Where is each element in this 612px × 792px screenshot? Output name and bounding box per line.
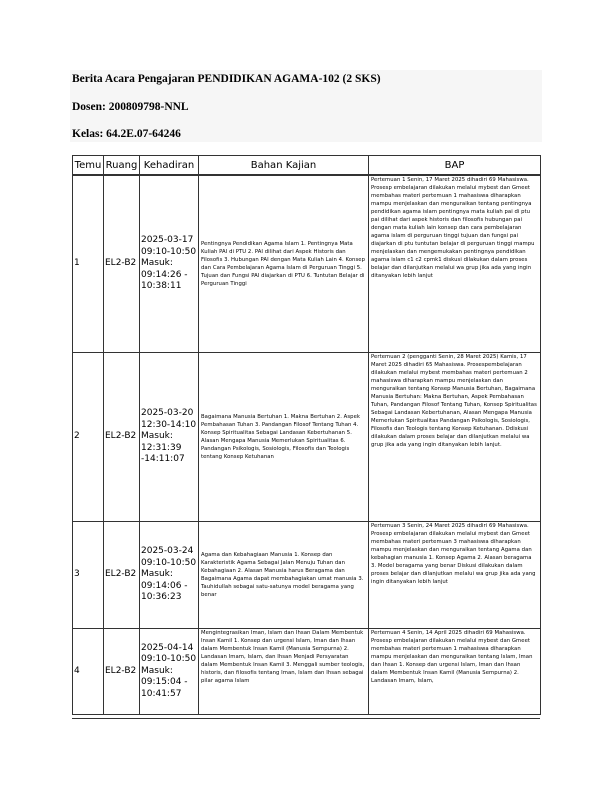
table-row (73, 522, 541, 629)
attendance-label: Masuk: (141, 569, 173, 580)
table-row (73, 175, 541, 353)
table-row (73, 353, 541, 522)
study-material: Agama dan Kebahagiaan Manusia 1. Konsep dan Karakteristik Agama Sebagai Jalan Menuju Tuhan dan Kebahagiaan 2. Alasan Manusia harus Beragama dan Bagaimana Agama dapat membahagiakan umat manusia 3. Tauhidullah sebagai satu-satunya model beragama yang benar (199, 522, 369, 629)
teaching-report: Pertemuan 1 Senin, 17 Maret 2025 dihadiri 69 Mahasiswa. Prosesp embelajaran dilakukan melalui mybest dan Gmeet membahas materi pertemuan 1 mahasiswa diharapkan mampu menjelaskan dan menguraikan tentang pentingnya pendidikan agama islam pentingnya mata kuliah pai di ptu pai dilihat dari aspek historis dan filosofis hubungan pai dengan mata kuliah lain konsep dan cara pembelajaran agama islam di perguruan tinggi tujuan dan fungsi pai diajarkan di ptu tuntutan belajar di perguruan tinggi mampu menjelaskan dan mengemukakan pentingnya pendidikan agama islam c1 c2 cpmk1 diskusi dilakukan dalam proses belajar dan dilanjutkan melalui wa grup jika ada yang ingin ditanyakan lebih lanjut (369, 175, 541, 353)
room-code: EL2-B2 (104, 175, 140, 353)
attendance-schedule: 09:10-10:50 (141, 557, 197, 568)
table-header-row (73, 156, 541, 176)
meeting-number: 3 (73, 522, 104, 629)
meeting-number: 2 (73, 353, 104, 522)
room-code: EL2-B2 (104, 353, 140, 522)
attendance-date: 2025-03-17 (141, 235, 194, 246)
attendance-end: 10:38:11 (141, 281, 182, 292)
meeting-number: 4 (73, 629, 104, 715)
column-header-bap: BAP (369, 156, 541, 176)
attendance-label: Masuk: (141, 665, 173, 676)
attendance-start: 09:15:04 - (141, 677, 188, 688)
attendance-cell (140, 522, 199, 629)
teaching-report: Pertemuan 3 Senin, 24 Maret 2025 dihadiri 69 Mahasiswa. Prosesp embelajaran dilakukan melalui mybest dan Gmeet membahas materi pertemuan 3 mahasiswa diharapkan mampu menjelaskan dan menguraikan tentang Agama dan kebahagian manusia 1. Konsep Agama 2. Alasan beragama 3. Model beragama yang benar Diskusi dilakukan dalam proses belajar dan dilanjutkan melalui wa grup jika ada yang ingin ditanyakan lebih lanjut (369, 522, 541, 629)
attendance-cell (140, 353, 199, 522)
attendance-date: 2025-03-24 (141, 546, 194, 557)
attendance-end: 10:36:23 (141, 592, 182, 603)
document-header (70, 70, 542, 142)
teaching-report: Pertemuan 2 (pengganti Senin, 28 Maret 2025) Kamis, 17 Maret 2025 dihadiri 65 Mahasiswa. Prosespembelajaran dilakukan melalui mybest membahas materi pertemuan 2 mahasiswa diharapkan mampu menjelaskan dan menguraikan tentang Konsep Manusia Bertuhan, Bagaimana Manusia Bertuhan: Makna Bertuhan, Aspek Pembahasan Tuhan, Pandangan Filosof Tentang Tuhan, Konsep Spiritualitas Sebagai Landasan Kebertuhanan, Alasan Mengapa Manusia Memerlukan Spiritualitas Pandangan Psikologis, Sosiologis, Filosofis dan Teologis tentang Konsep Ketuhanan. Ddiskusi dilakukan dalam proses belajar dan dilanjutkan melalui wa grup jika ada yang ingin ditanyakan lebih lanjut. (369, 353, 541, 522)
study-material: Pentingnya Pendidikan Agama Islam 1. Pentingnya Mata Kuliah PAI di PTU 2. PAI dilihat dari Aspek Historis dan Filosofis 3. Hubungan PAI dengan Mata Kuliah Lain 4. Konsep dan Cara Pembelajaran Agama Islam di Perguruan Tinggi 5. Tujuan dan Fungsi PAI diajarkan di PTU 6. Tuntutan Belajar di Perguruan Tinggi (199, 175, 369, 353)
attendance-end: -14:11:07 (141, 454, 185, 465)
study-material: Mengintegrasikan Iman, Islam dan Ihsan Dalam Membentuk Insan Kamil 1. Konsep dan urgensi Islam, Iman dan Ihsan dalam Membentuk Insan Kamil (Manusia Sempurna) 2. Landasan Imam, Islam, dan Ihsan Menjadi Persyaratan dalam Membentuk Insan Kamil 3. Menggali sumber teologis, historis, dan filosofis tentang Iman, Islam dan Ihsan sebagai pilar agama Islam (199, 629, 369, 715)
column-header-bahan-kajian: Bahan Kajian (199, 156, 369, 176)
teaching-report: Pertemuan 4 Senin, 14 April 2025 dihadiri 69 Mahasiswa. Prosesp embelajaran dilakukan melalui mybest dan Gmeet membahas materi pertemuan 1 mahasiswa diharapkan mampu menjelaskan dan menguraikan tentang Islam, Iman dan Ihsan 1. Konsep dan urgensi Islam, Iman dan Ihsan dalam Membentuk Insan Kamil (Manusia Sempurna) 2. Landasan Imam, Islam, (369, 629, 541, 715)
column-header-temu: Temu (73, 156, 104, 176)
attendance-cell (140, 175, 199, 353)
attendance-schedule: 09:10-10:50 (141, 654, 197, 665)
attendance-date: 2025-04-14 (141, 642, 194, 653)
lecturer-id: Dosen: 200809798-NNL (72, 101, 189, 113)
attendance-end: 10:41:57 (141, 688, 182, 699)
attendance-schedule: 12:30-14:10 (141, 419, 197, 430)
attendance-date: 2025-03-20 (141, 408, 194, 419)
attendance-label: Masuk: (141, 258, 173, 269)
table-row (73, 629, 541, 715)
table-bottom-rule (72, 718, 540, 719)
column-header-kehadiran: Kehadiran (140, 156, 199, 176)
class-id: Kelas: 64.2E.07-64246 (72, 128, 181, 140)
column-header-ruang: Ruang (104, 156, 140, 176)
study-material: Bagaimana Manusia Bertuhan 1. Makna Bertuhan 2. Aspek Pembahasan Tuhan 3. Pandangan Filosof Tentang Tuhan 4. Konsep Spiritualitas Sebagai Landasan Kebertuhanan 5. Alasan Mengapa Manusia Memerlukan Spiritualitas 6. Pandangan Psikologis, Sosiologis, Filosofis dan Teologis tentang Konsep Ketuhanan (199, 353, 369, 522)
room-code: EL2-B2 (104, 629, 140, 715)
teaching-record-table (72, 155, 541, 715)
document-title: Berita Acara Pengajaran PENDIDIKAN AGAMA-102 (2 SKS) (72, 73, 381, 85)
attendance-cell (140, 629, 199, 715)
meeting-number: 1 (73, 175, 104, 353)
room-code: EL2-B2 (104, 522, 140, 629)
attendance-start: Masuk: 12:31:39 (141, 431, 182, 453)
attendance-start: 09:14:06 - (141, 580, 188, 591)
attendance-schedule: 09:10-10:50 (141, 246, 197, 257)
attendance-start: 09:14:26 - (141, 269, 188, 280)
